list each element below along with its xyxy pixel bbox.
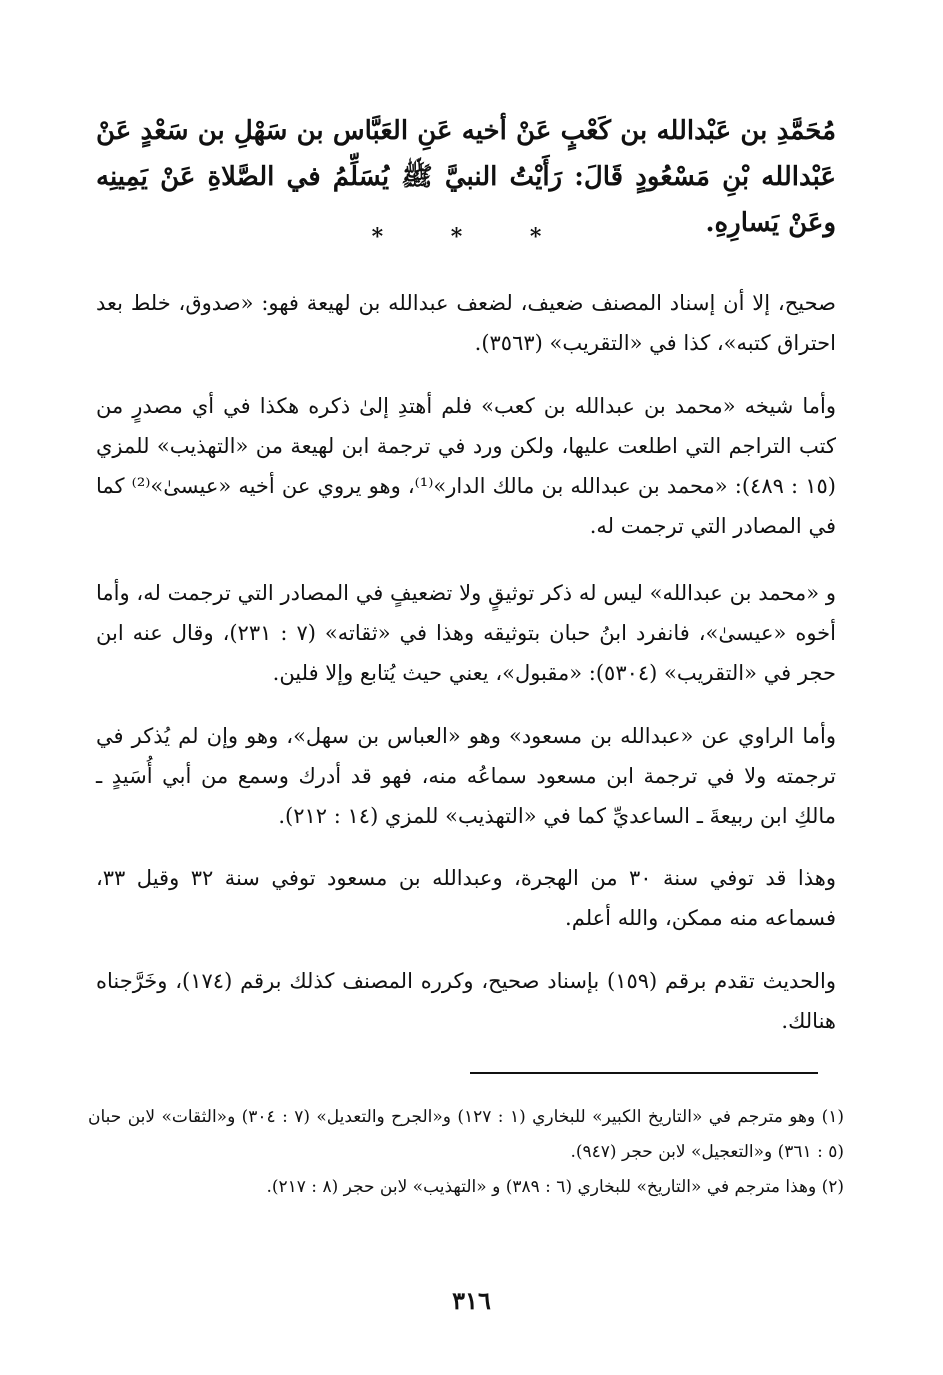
- commentary-paragraph-4: وأما الراوي عن «عبدالله بن مسعود» وهو «العباس بن سهل»، وهو وإن لم يُذكر في ترجمته ولا في ترجمة ابن مسعود سماعُه منه، فهو قد أدرك وسمع من أبي أُسَيدٍ ـ مالكِ ابن ربيعةَ ـ الساعديِّ كما في «التهذيب» للمزي (١٤ : ٢١٢).: [96, 724, 837, 828]
- commentary-paragraph-5: وهذا قد توفي سنة ٣٠ من الهجرة، وعبدالله بن مسعود توفي سنة ٣٢ وقيل ٣٣، فسماعه منه ممكن، والله أعلم.: [96, 866, 836, 930]
- footnote-1: (١) وهو مترجم في «التاريخ الكبير» للبخاري (١ : ١٢٧) و«الجرح والتعديل» (٧ : ٣٠٤) و«الثقات» لابن حبان (٥ : ٣٦١) و«التعجيل» لابن حجر (٩٤٧).: [88, 1107, 844, 1162]
- footnotes: [88, 1100, 844, 1205]
- footnote-divider: [470, 1072, 818, 1074]
- commentary-paragraph-2: وأما شيخه «محمد بن عبدالله بن كعب» فلم أهتدِ إلىٰ ذكره هكذا في أي مصدرٍ من كتب التراجم التي اطلعت عليها، ولكن ورد في ترجمة ابن لهيعة من «التهذيب» للمزي (١٥ : ٤٨٩): «محمد بن عبدالله بن مالك الدار»⁽¹⁾، وهو يروي عن أخيه «عيسىٰ»⁽²⁾ كما في المصادر التي ترجمت له.: [96, 394, 836, 538]
- footnote-2: (٢) وهذا مترجم في «التاريخ» للبخاري (٦ : ٣٨٩) و «التهذيب» لابن حجر (٨ : ٢١٧).: [266, 1177, 844, 1197]
- hadith-text: مُحَمَّدِ بن عَبْدالله بن كَعْبٍ عَنْ أخيه عَنِ العَبَّاس بن سَهْلِ بن سَعْدٍ عَنْ عَبْدالله بْنِ مَسْعُودٍ قَالَ: رَأَيْتُ النبيَّ ﷺ يُسَلِّمُ في الصَّلاةِ عَنْ يَمِينِه وعَنْ يَسارِهِ.: [96, 116, 837, 238]
- commentary-paragraph-1: صحيح، إلا أن إسناد المصنف ضعيف، لضعف عبدالله بن لهيعة فهو: «صدوق، خلط بعد احتراق كتبه»، كذا في «التقريب» (٣٥٦٣).: [96, 291, 836, 355]
- commentary-paragraph-6: والحديث تقدم برقم (١٥٩) بإسناد صحيح، وكرره المصنف كذلك برقم (١٧٤)، وخَرَّجناه هنالك.: [96, 969, 837, 1033]
- page-number: ٣١٦: [452, 1286, 491, 1315]
- commentary-paragraph-3: و «محمد بن عبدالله» ليس له ذكر توثيقٍ ولا تضعيفٍ في المصادر التي ترجمت له، وأما أخوه «عيسىٰ»، فانفرد ابنُ حبان بتوثيقه وهذا في «ثقاته» (٧ : ٢٣١)، وقال عنه ابن حجر في «التقريب» (٥٣٠٤): «مقبول»، يعني حيث يُتابع وإلا فلين.: [96, 581, 836, 685]
- section-separator: * * *: [371, 224, 572, 250]
